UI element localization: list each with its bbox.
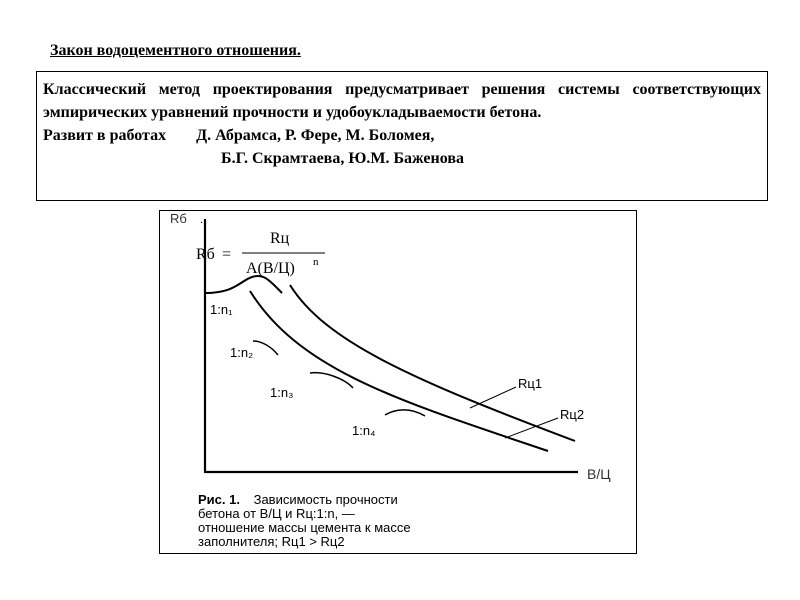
caption-line-4: заполнителя; Rц1 > Rц2 — [198, 534, 345, 549]
caption-line-2: бетона от В/Ц и Rц:1:n, — — [198, 506, 355, 521]
curve-rc2 — [250, 291, 548, 451]
ratio-label-n3: 1:n₃ — [270, 385, 294, 400]
formula-numerator: Rц — [270, 230, 290, 247]
slide-title: Закон водоцементного отношения. — [50, 42, 301, 59]
developed-label: Развит в работах — [43, 127, 167, 144]
curve-n2 — [253, 341, 278, 355]
curve-rc1 — [290, 285, 575, 441]
diagram-svg — [160, 211, 636, 553]
text-box — [36, 71, 768, 201]
curve-n4 — [385, 410, 425, 416]
formula-equals: = — [222, 246, 232, 263]
authors-line-1: Д. Абрамса, Р. Фере, М. Боломея, — [196, 127, 435, 144]
ratio-label-n1: 1:n₁ — [210, 302, 233, 317]
method-paragraph: Классический метод проектирования предусматривает решения системы соответствующих эмпирических уравнений прочности и удобоукладываемости бетона. — [43, 81, 761, 121]
formula-lhs: Rб — [196, 246, 215, 263]
curve-label-rc1: Rц1 — [518, 376, 543, 391]
formula-denominator: A(В/Ц) — [246, 260, 295, 277]
rc2-leader — [505, 418, 558, 438]
formula-exponent: n — [313, 256, 319, 268]
curve-n1 — [205, 276, 282, 293]
caption-line-1: Зависимость прочности — [253, 492, 398, 507]
caption-line-3: отношение массы цемента к массе — [198, 520, 411, 535]
ratio-label-n4: 1:n₄ — [352, 423, 376, 438]
rc1-leader — [470, 387, 516, 408]
authors-line-2-wrap — [43, 147, 761, 170]
curve-label-rc2: Rц2 — [560, 407, 585, 422]
svg-text:Рис. 1. Зависимость пр — [198, 492, 398, 507]
x-axis-label: В/Ц — [587, 466, 611, 482]
figure — [159, 210, 637, 554]
figure-caption — [198, 492, 411, 549]
authors-line-2: Б.Г. Скрамтаева, Ю.М. Баженова — [221, 150, 464, 167]
y-axis-dot: . — [200, 212, 203, 226]
y-axis-label: Rб — [170, 211, 187, 226]
ratio-label-n2: 1:n₂ — [230, 345, 254, 360]
developed-line — [43, 124, 761, 147]
caption-label: Рис. 1. — [198, 492, 240, 507]
